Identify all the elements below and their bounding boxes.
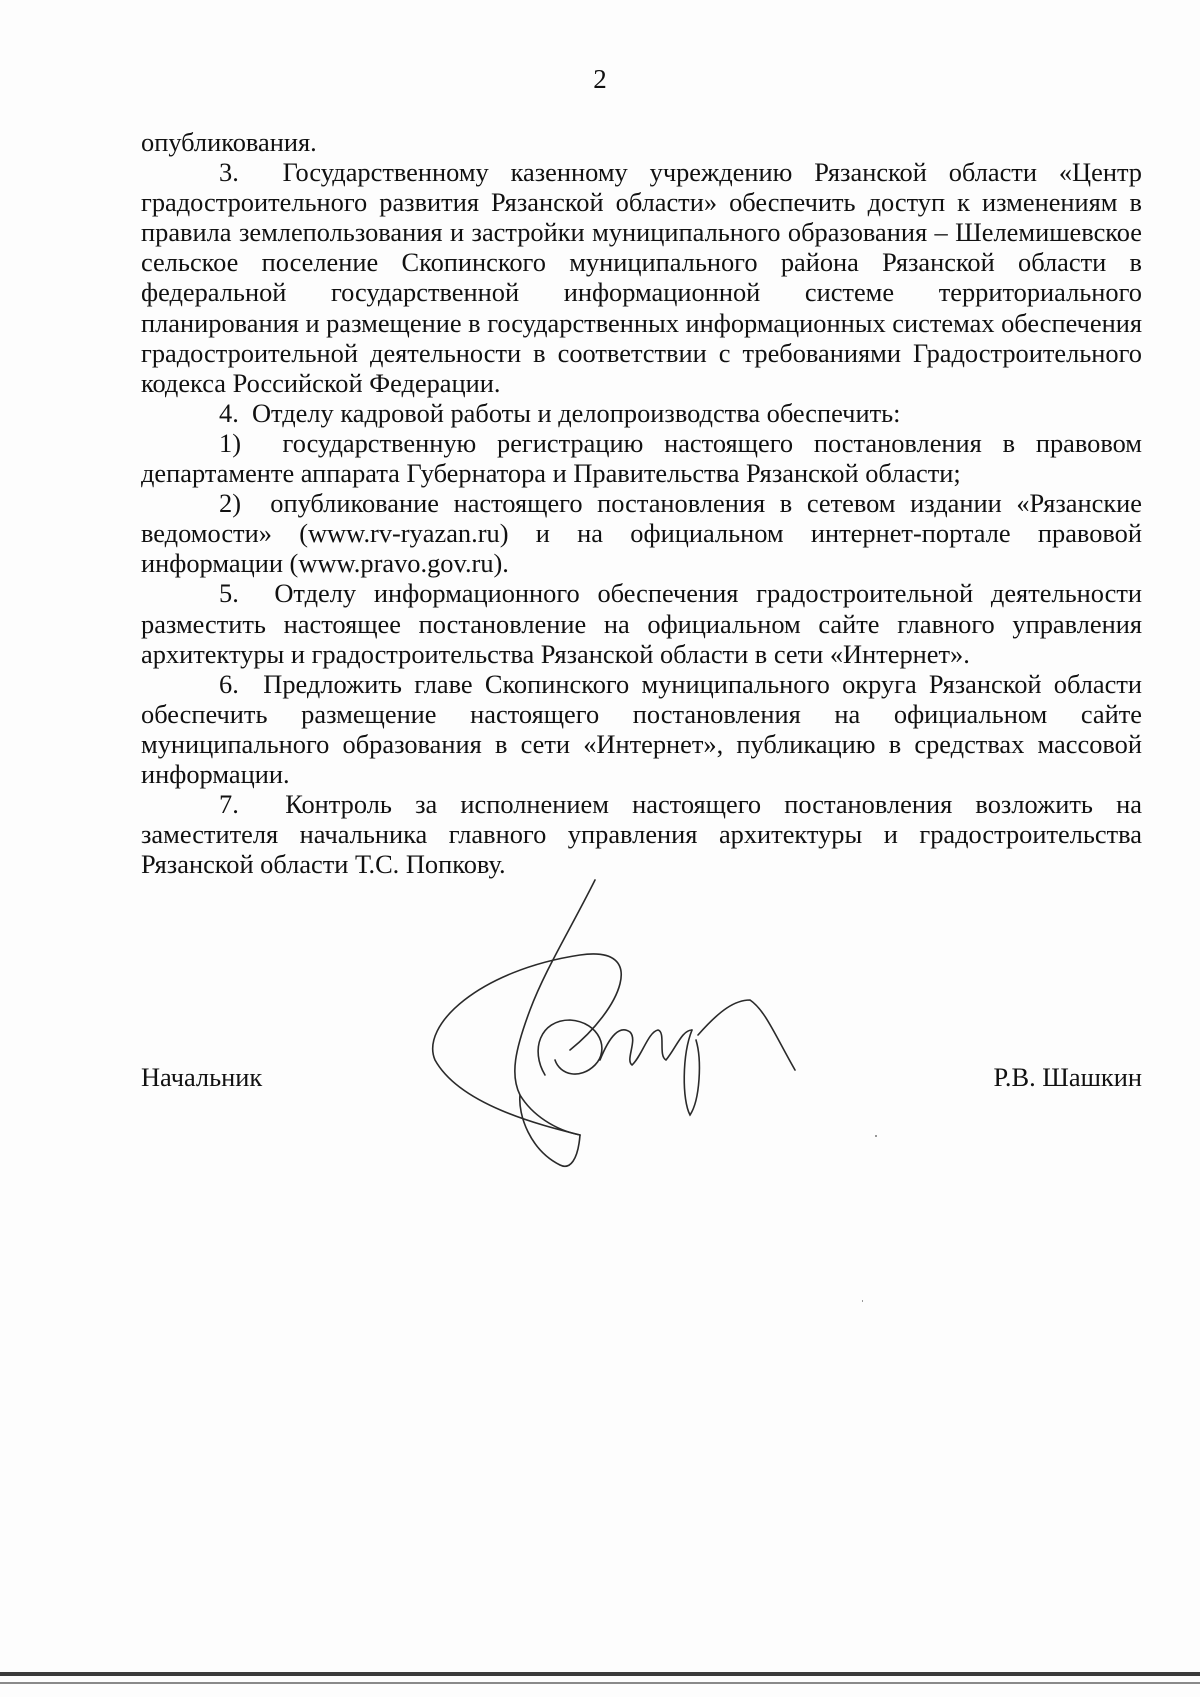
paragraph-item-4-1: 1) государственную регистрацию настоящего постановления в правовом департаменте аппарата Губернатора и Правительства Рязанской области;: [141, 427, 1142, 489]
paragraph-item-4: 4. Отделу кадровой работы и делопроизводства обеспечить:: [219, 397, 901, 428]
scan-edge-line: [0, 1672, 1200, 1676]
paragraph-item-6: 6. Предложить главе Скопинского муниципального округа Рязанской области обеспечить размещение настоящего постановления на официальном сайте муниципального образования в сети «Интернет», публикацию в средствах массовой информации.: [141, 668, 1142, 789]
document-body: [141, 127, 1142, 879]
signatory-name: Р.В. Шашкин: [993, 1062, 1142, 1092]
page-number: 2: [593, 64, 607, 94]
paragraph-continuation: опубликования.: [141, 127, 317, 157]
paragraph-item-7: 7. Контроль за исполнением настоящего постановления возложить на заместителя начальника главного управления архитектуры и градостроительства Рязанской области Т.С. Попкову.: [141, 789, 1142, 880]
scan-speck: [862, 1300, 863, 1302]
scan-speck: [875, 1135, 877, 1137]
handwritten-signature: [420, 860, 840, 1180]
signatory-title: Начальник: [141, 1062, 263, 1092]
signature-block: [141, 1062, 1142, 1102]
scan-edge-line: [0, 1682, 1200, 1684]
paragraph-item-3: 3. Государственному казенному учреждению Рязанской области «Центр градостроительного развития Рязанской области» обеспечить доступ к изменениям в правила землепользования и застройки муниципального образования – Шелемишевское сельское поселение Скопинского муниципального района Рязанской области в федеральной государственной информационной системе территориального планирования и размещение в государственных информационных системах обеспечения градостроительной деятельности в соответствии с требованиями Градостроительного кодекса Российской Федерации.: [141, 157, 1142, 398]
paragraph-item-4-2: 2) опубликование настоящего постановления в сетевом издании «Рязанские ведомости» (www.rv-ryazan.ru) и на официальном интернет-портале правовой информации (www.pravo.gov.ru).: [141, 488, 1142, 579]
paragraph-item-5: 5. Отделу информационного обеспечения градостроительной деятельности разместить настоящее постановление на официальном сайте главного управления архитектуры и градостроительства Рязанской области в сети «Интернет».: [141, 578, 1142, 669]
